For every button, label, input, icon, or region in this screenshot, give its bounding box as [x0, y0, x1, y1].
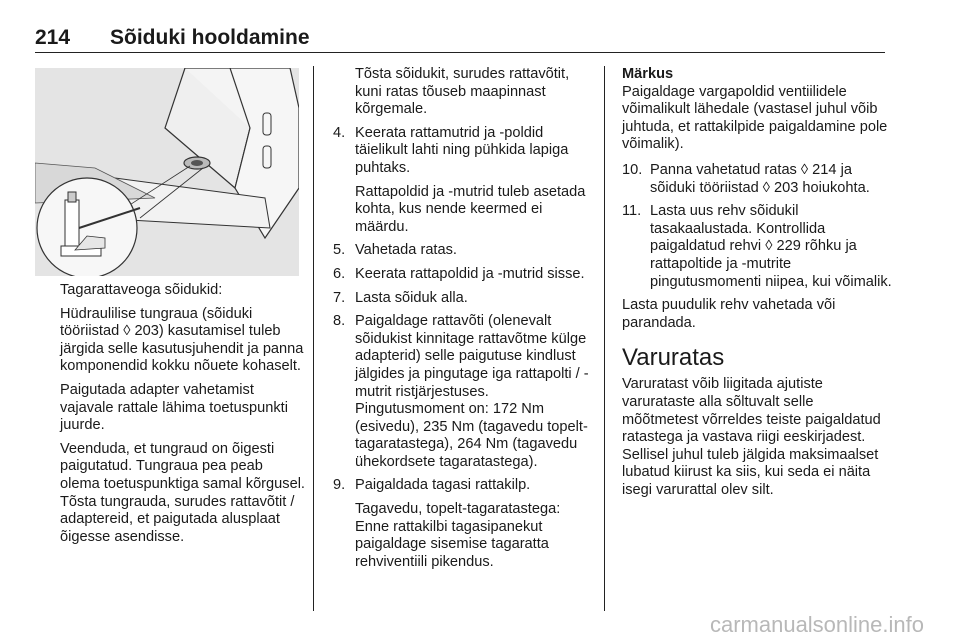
list-text: Paigaldada tagasi rattakilp. [355, 477, 531, 494]
list-item [333, 477, 598, 495]
list-text: Keerata rattamutrid ja -poldid täielikult lahti ning pühkida lapiga puhtaks. [355, 124, 569, 176]
list-item [333, 266, 598, 284]
page-header [35, 24, 885, 53]
list-text: Lasta uus rehv sõidukil tasakaalustada. Kontrollida paigaldatud rehvi ◊ 229 rõhku ja rattapoltide ja -mutrite pingutusmomenti niipea, kui võimalik. [650, 203, 892, 290]
list-number: 6. [333, 265, 346, 282]
chapter-title: Sõiduki hooldamine [110, 26, 310, 49]
column-left [60, 282, 305, 552]
jack-illustration [35, 68, 299, 276]
list-text: Lasta sõiduk alla. [355, 289, 468, 306]
list-text: Vahetada ratas. [355, 242, 457, 259]
note-box [622, 66, 892, 154]
list-number: 10. [622, 161, 643, 178]
paragraph: Veenduda, et tungraud on õigesti paigutatud. Tungraua pea peab olema toetuspunktiga samal kõrgusel. Tõsta tungrauda, surudes rattavõtit / adaptereid, et paigutada alusplaat õigesse asendisse. [60, 440, 305, 545]
list-number: 4. [333, 124, 346, 141]
paragraph: Tagavedu, topelt-tagaratastega: Enne rattakilbi tagasipanekut paigaldage sisemise tagaratta rehviventiili pikendus. [355, 501, 561, 570]
paragraph: Rattapoldid ja -mutrid tuleb asetada kohta, kus nende keermed ei määrdu. [355, 183, 586, 235]
list-item [333, 290, 598, 308]
list-text: Paigaldage rattavõti (olenevalt sõidukist kinnitage rattavõtme külge adapterid) selle paigutuse kindlust jälgides ja pingutage iga rattapolti / -mutrit ristjärjestuses. Pingutusmoment on: 172 Nm (esivedu), 235 Nm (tagavedu topelt-tagaratastega), 264 Nm (tagavedu ühekordsete tagaratastega). [355, 313, 589, 470]
column-middle [333, 66, 598, 577]
list-item [333, 242, 598, 260]
section-heading: Varuratas [622, 344, 725, 372]
paragraph: Tagarattaveoga sõidukid: [60, 282, 223, 298]
list-item [622, 203, 892, 291]
paragraph: Varuratast võib liigitada ajutiste varurataste alla sõltuvalt selle mõõtmetest võrreldes teiste paigaldatud ratastega ja vastava riigi eeskirjadest. Sellisel juhul tuleb jälgida maksimaalset lubatud kiirust ka siis, kui seda ei näita isegi varurattal olev silt. [622, 376, 881, 498]
list-number: 5. [333, 242, 346, 259]
list-text: Keerata rattapoldid ja -mutrid sisse. [355, 265, 585, 282]
page-number: 214 [35, 26, 71, 49]
watermark: carmanualsonline.info [709, 612, 924, 637]
list-number: 7. [333, 289, 346, 306]
column-divider [604, 66, 605, 611]
column-right [622, 66, 892, 505]
paragraph: Tõsta sõidukit, surudes rattavõtit, kuni ratas tõuseb maapinnast kõrgemale. [355, 66, 570, 118]
paragraph: Hüdraulilise tungraua (sõiduki tööriistad ◊ 203) kasutamisel tuleb järgida selle kasutusjuhendit ja panna komponendid kokku nõuete kohaselt. [60, 305, 304, 375]
paragraph: Paigutada adapter vahetamist vajavale rattale lähima toetuspunkti juurde. [60, 381, 288, 434]
note-text: Paigaldage vargapoldid ventiilidele võimalikult lähedale (vastasel juhul võib juhtuda, et rattakilpide paigaldamine pole võimalik). [622, 83, 888, 153]
list-number: 8. [333, 313, 346, 330]
list-item [333, 313, 598, 471]
note-title: Märkus [622, 66, 674, 82]
list-number: 9. [333, 477, 346, 494]
list-number: 11. [622, 203, 642, 220]
list-item [622, 162, 892, 197]
paragraph: Lasta puudulik rehv vahetada või parandada. [622, 297, 836, 331]
list-text: Panna vahetatud ratas ◊ 214 ja sõiduki tööriistad ◊ 203 hoiukohta. [650, 161, 870, 196]
jack-drawing [35, 68, 299, 276]
list-item [333, 125, 598, 178]
column-divider [313, 66, 314, 611]
